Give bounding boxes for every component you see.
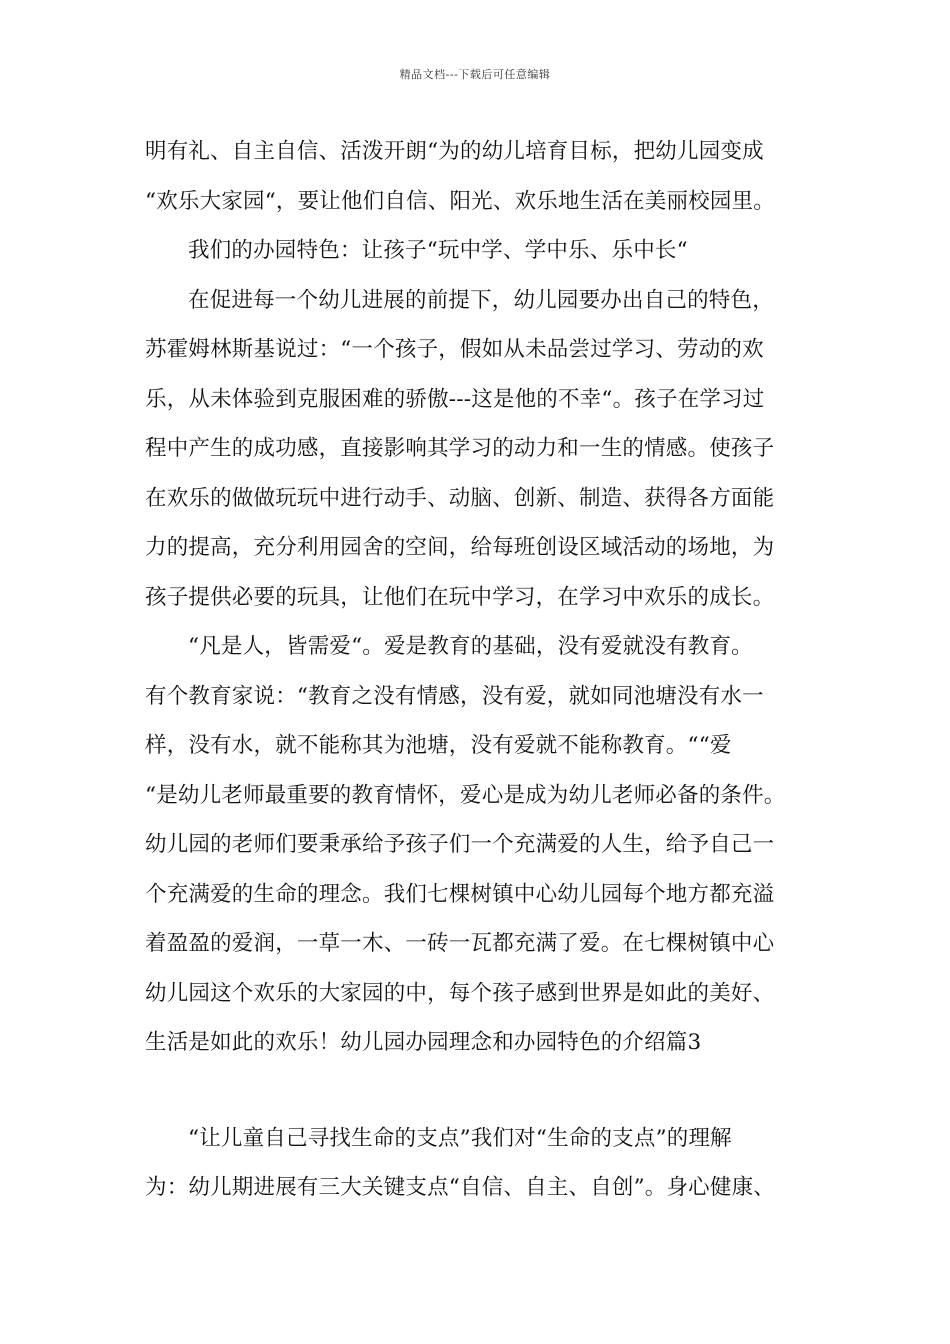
text-line: “是幼儿老师最重要的教育情怀，爱心是成为幼儿老师必备的条件。: [145, 782, 786, 808]
text-line: 有个教育家说：“教育之没有情感，没有爱，就如同池塘没有水一: [145, 683, 764, 709]
text-line: 为：幼儿期进展有三大关键支点“自信、自主、自创”。身心健康、: [145, 1175, 775, 1200]
text-line: 在欢乐的做做玩玩中进行动手、动脑、创新、制造、获得各方面能: [145, 485, 775, 511]
text-line: 在促进每一个幼儿进展的前提下，幼儿园要办出自己的特色，: [188, 287, 774, 313]
paragraph-gap: [145, 1073, 825, 1119]
text-line: 我们的办园特色：让孩子“玩中学、学中乐、乐中长“: [188, 238, 688, 263]
text-line: 孩子提供必要的玩具，让他们在玩中学习，在学习中欢乐的成长。: [145, 584, 775, 610]
text-line: 样，没有水，就不能称其为池塘，没有爱就不能称教育。““爱: [145, 733, 732, 758]
text-line: 明有礼、自主自信、活泼开朗“为的幼儿培育目标，把幼儿园变成: [145, 139, 764, 164]
text-line: 生活是如此的欢乐！幼儿园办园理念和办园特色的介绍篇3: [145, 1030, 702, 1055]
text-line: 苏霍姆林斯基说过：“一个孩子，假如从未品尝过学习、劳动的欢: [145, 337, 764, 362]
text-line: 乐，从未体验到克服困难的骄傲---这是他的不幸“。孩子在学习过: [145, 386, 765, 412]
text-line: 幼儿园这个欢乐的大家园的中，每个孩子感到世界是如此的美好、: [145, 980, 775, 1006]
text-line: 个充满爱的生命的理念。我们七棵树镇中心幼儿园每个地方都充溢: [145, 881, 775, 907]
text-line: 程中产生的成功感，直接影响其学习的动力和一生的情感。使孩子: [145, 436, 775, 461]
document-body: [145, 132, 825, 1218]
text-line: 力的提高，充分利用园舍的空间，给每班创设区域活动的场地，为: [145, 535, 775, 560]
text-line: “凡是人，皆需爱“。爱是教育的基础，没有爱就没有教育。: [188, 634, 753, 659]
text-line: 着盈盈的爱润，一草一木、一砖一瓦都充满了爱。在七棵树镇中心: [145, 931, 775, 956]
text-line: 幼儿园的老师们要秉承给予孩子们一个充满爱的人生，给予自己一: [145, 832, 775, 857]
page-header: 精品文档---下载后可任意编辑: [399, 68, 551, 81]
text-line: “让儿童自己寻找生命的支点”我们对“生命的支点”的理解: [188, 1125, 732, 1151]
text-line: “欢乐大家园“，要让他们自信、阳光、欢乐地生活在美丽校园里。: [145, 188, 775, 214]
